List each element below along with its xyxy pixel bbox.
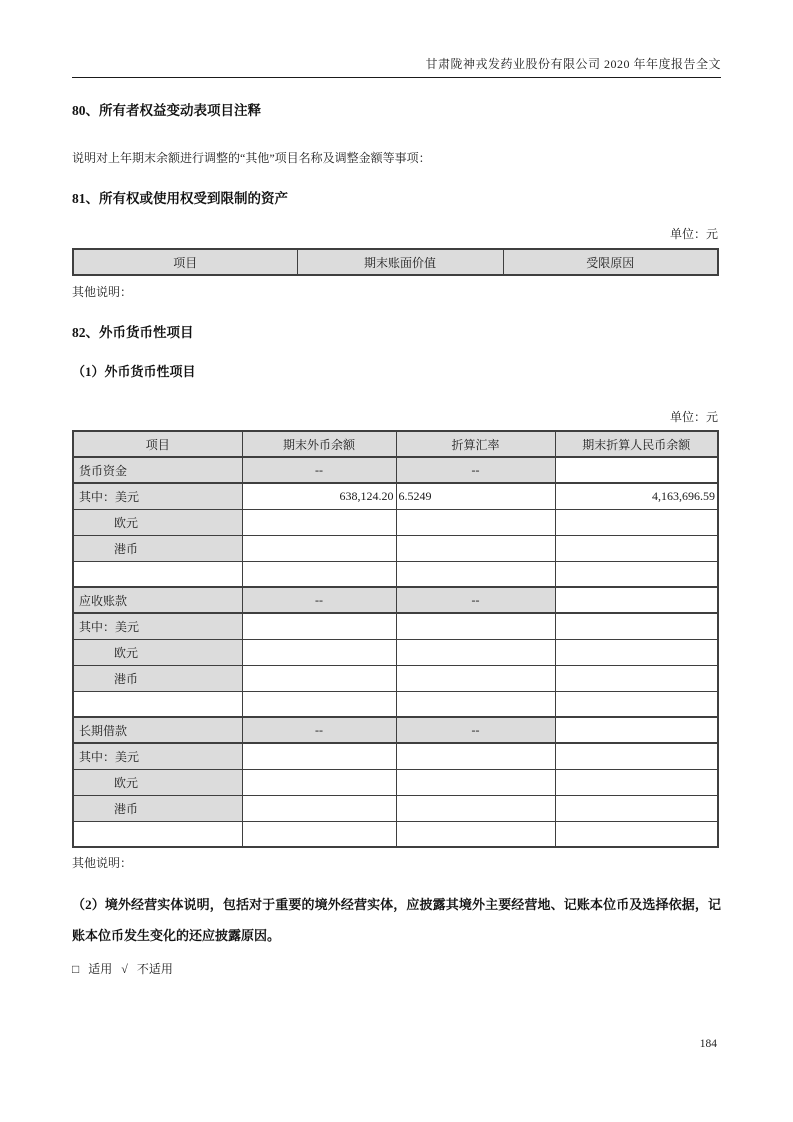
exchange-rate-cell: -- <box>396 587 555 613</box>
rmb-balance-cell <box>555 769 718 795</box>
row-label-cell: 其中：美元 <box>73 613 242 639</box>
foreign-balance-cell: 638,124.20 <box>242 483 396 509</box>
rmb-balance-cell <box>555 587 718 613</box>
exchange-rate-cell <box>396 795 555 821</box>
table-row <box>73 561 718 587</box>
rmb-balance-cell <box>555 743 718 769</box>
table-row <box>73 509 718 535</box>
rmb-balance-cell: 4,163,696.59 <box>555 483 718 509</box>
check-icon: √ <box>121 962 128 976</box>
rmb-balance-cell <box>555 691 718 717</box>
section-82-title: 82、外币货币性项目 <box>72 325 194 340</box>
foreign-balance-cell <box>242 665 396 691</box>
report-title: 甘肃陇神戎发药业股份有限公司 2020 年年度报告全文 <box>425 57 721 71</box>
rmb-balance-cell <box>555 509 718 535</box>
row-label-cell: 欧元 <box>73 769 242 795</box>
foreign-balance-cell <box>242 561 396 587</box>
table-row <box>73 769 718 795</box>
table-row <box>73 691 718 717</box>
table-row <box>73 613 718 639</box>
other-note-82: 其他说明： <box>72 856 133 870</box>
column-header: 项目 <box>73 431 242 457</box>
table-row <box>73 795 718 821</box>
table-row <box>73 717 718 743</box>
row-label-cell: 应收账款 <box>73 587 242 613</box>
foreign-currency-table <box>72 430 719 848</box>
table-row <box>73 743 718 769</box>
exchange-rate-cell <box>396 561 555 587</box>
table-row <box>73 457 718 483</box>
row-label-cell <box>73 561 242 587</box>
column-header: 受限原因 <box>503 249 718 275</box>
table-row <box>73 639 718 665</box>
row-label-cell: 港币 <box>73 665 242 691</box>
section-80-title: 80、所有者权益变动表项目注释 <box>72 103 261 118</box>
page-number: 184 <box>699 1038 717 1050</box>
row-label-cell <box>73 691 242 717</box>
foreign-balance-cell <box>242 613 396 639</box>
table-row <box>73 483 718 509</box>
rmb-balance-cell <box>555 457 718 483</box>
column-header: 期末外币余额 <box>242 431 396 457</box>
checkbox-unchecked-icon: □ <box>72 962 80 976</box>
not-applicable-label: 不适用 <box>136 962 173 976</box>
table-header-row <box>73 431 718 457</box>
table-header-row <box>73 249 718 275</box>
row-label-cell: 港币 <box>73 535 242 561</box>
foreign-balance-cell: -- <box>242 457 396 483</box>
foreign-balance-cell <box>242 509 396 535</box>
foreign-balance-cell <box>242 743 396 769</box>
section-81-title: 81、所有权或使用权受到限制的资产 <box>72 191 288 206</box>
applicable-label: 适用 <box>88 962 113 976</box>
other-note-81: 其他说明： <box>72 285 133 299</box>
restricted-assets-table <box>72 248 719 276</box>
exchange-rate-cell <box>396 691 555 717</box>
row-label-cell: 长期借款 <box>73 717 242 743</box>
foreign-balance-cell: -- <box>242 587 396 613</box>
rmb-balance-cell <box>555 665 718 691</box>
rmb-balance-cell <box>555 821 718 847</box>
table-row <box>73 535 718 561</box>
foreign-balance-cell <box>242 535 396 561</box>
column-header: 期末账面价值 <box>297 249 503 275</box>
column-header: 期末折算人民币余额 <box>555 431 718 457</box>
row-label-cell: 欧元 <box>73 509 242 535</box>
foreign-balance-cell: -- <box>242 717 396 743</box>
exchange-rate-cell <box>396 613 555 639</box>
table-row <box>73 587 718 613</box>
table-row <box>73 821 718 847</box>
section-80-note: 说明对上年期末余额进行调整的“其他”项目名称及调整金额等事项： <box>72 151 431 165</box>
row-label-cell: 欧元 <box>73 639 242 665</box>
exchange-rate-cell <box>396 509 555 535</box>
exchange-rate-cell <box>396 769 555 795</box>
foreign-balance-cell <box>242 769 396 795</box>
exchange-rate-cell <box>396 821 555 847</box>
table-row <box>73 665 718 691</box>
foreign-balance-cell <box>242 795 396 821</box>
foreign-balance-cell <box>242 821 396 847</box>
rmb-balance-cell <box>555 535 718 561</box>
exchange-rate-cell <box>396 665 555 691</box>
document-header <box>72 55 721 78</box>
exchange-rate-cell: -- <box>396 717 555 743</box>
row-label-cell: 其中：美元 <box>73 743 242 769</box>
column-header: 项目 <box>73 249 297 275</box>
row-label-cell <box>73 821 242 847</box>
unit-label-81: 单位：元 <box>669 227 718 241</box>
exchange-rate-cell <box>396 535 555 561</box>
rmb-balance-cell <box>555 561 718 587</box>
rmb-balance-cell <box>555 795 718 821</box>
unit-label-82: 单位：元 <box>669 410 718 424</box>
section-82-2-text: （2）境外经营实体说明，包括对于重要的境外经营实体，应披露其境外主要经营地、记账本位币及选择依据，记账本位币发生变化的还应披露原因。 <box>72 897 721 943</box>
foreign-balance-cell <box>242 639 396 665</box>
exchange-rate-cell <box>396 743 555 769</box>
foreign-balance-cell <box>242 691 396 717</box>
section-82-1-title: （1）外币货币性项目 <box>72 364 196 379</box>
row-label-cell: 货币资金 <box>73 457 242 483</box>
exchange-rate-cell: -- <box>396 457 555 483</box>
applicability-line <box>72 960 721 977</box>
rmb-balance-cell <box>555 639 718 665</box>
rmb-balance-cell <box>555 613 718 639</box>
column-header: 折算汇率 <box>396 431 555 457</box>
rmb-balance-cell <box>555 717 718 743</box>
exchange-rate-cell <box>396 639 555 665</box>
row-label-cell: 港币 <box>73 795 242 821</box>
exchange-rate-cell: 6.5249 <box>396 483 555 509</box>
row-label-cell: 其中：美元 <box>73 483 242 509</box>
